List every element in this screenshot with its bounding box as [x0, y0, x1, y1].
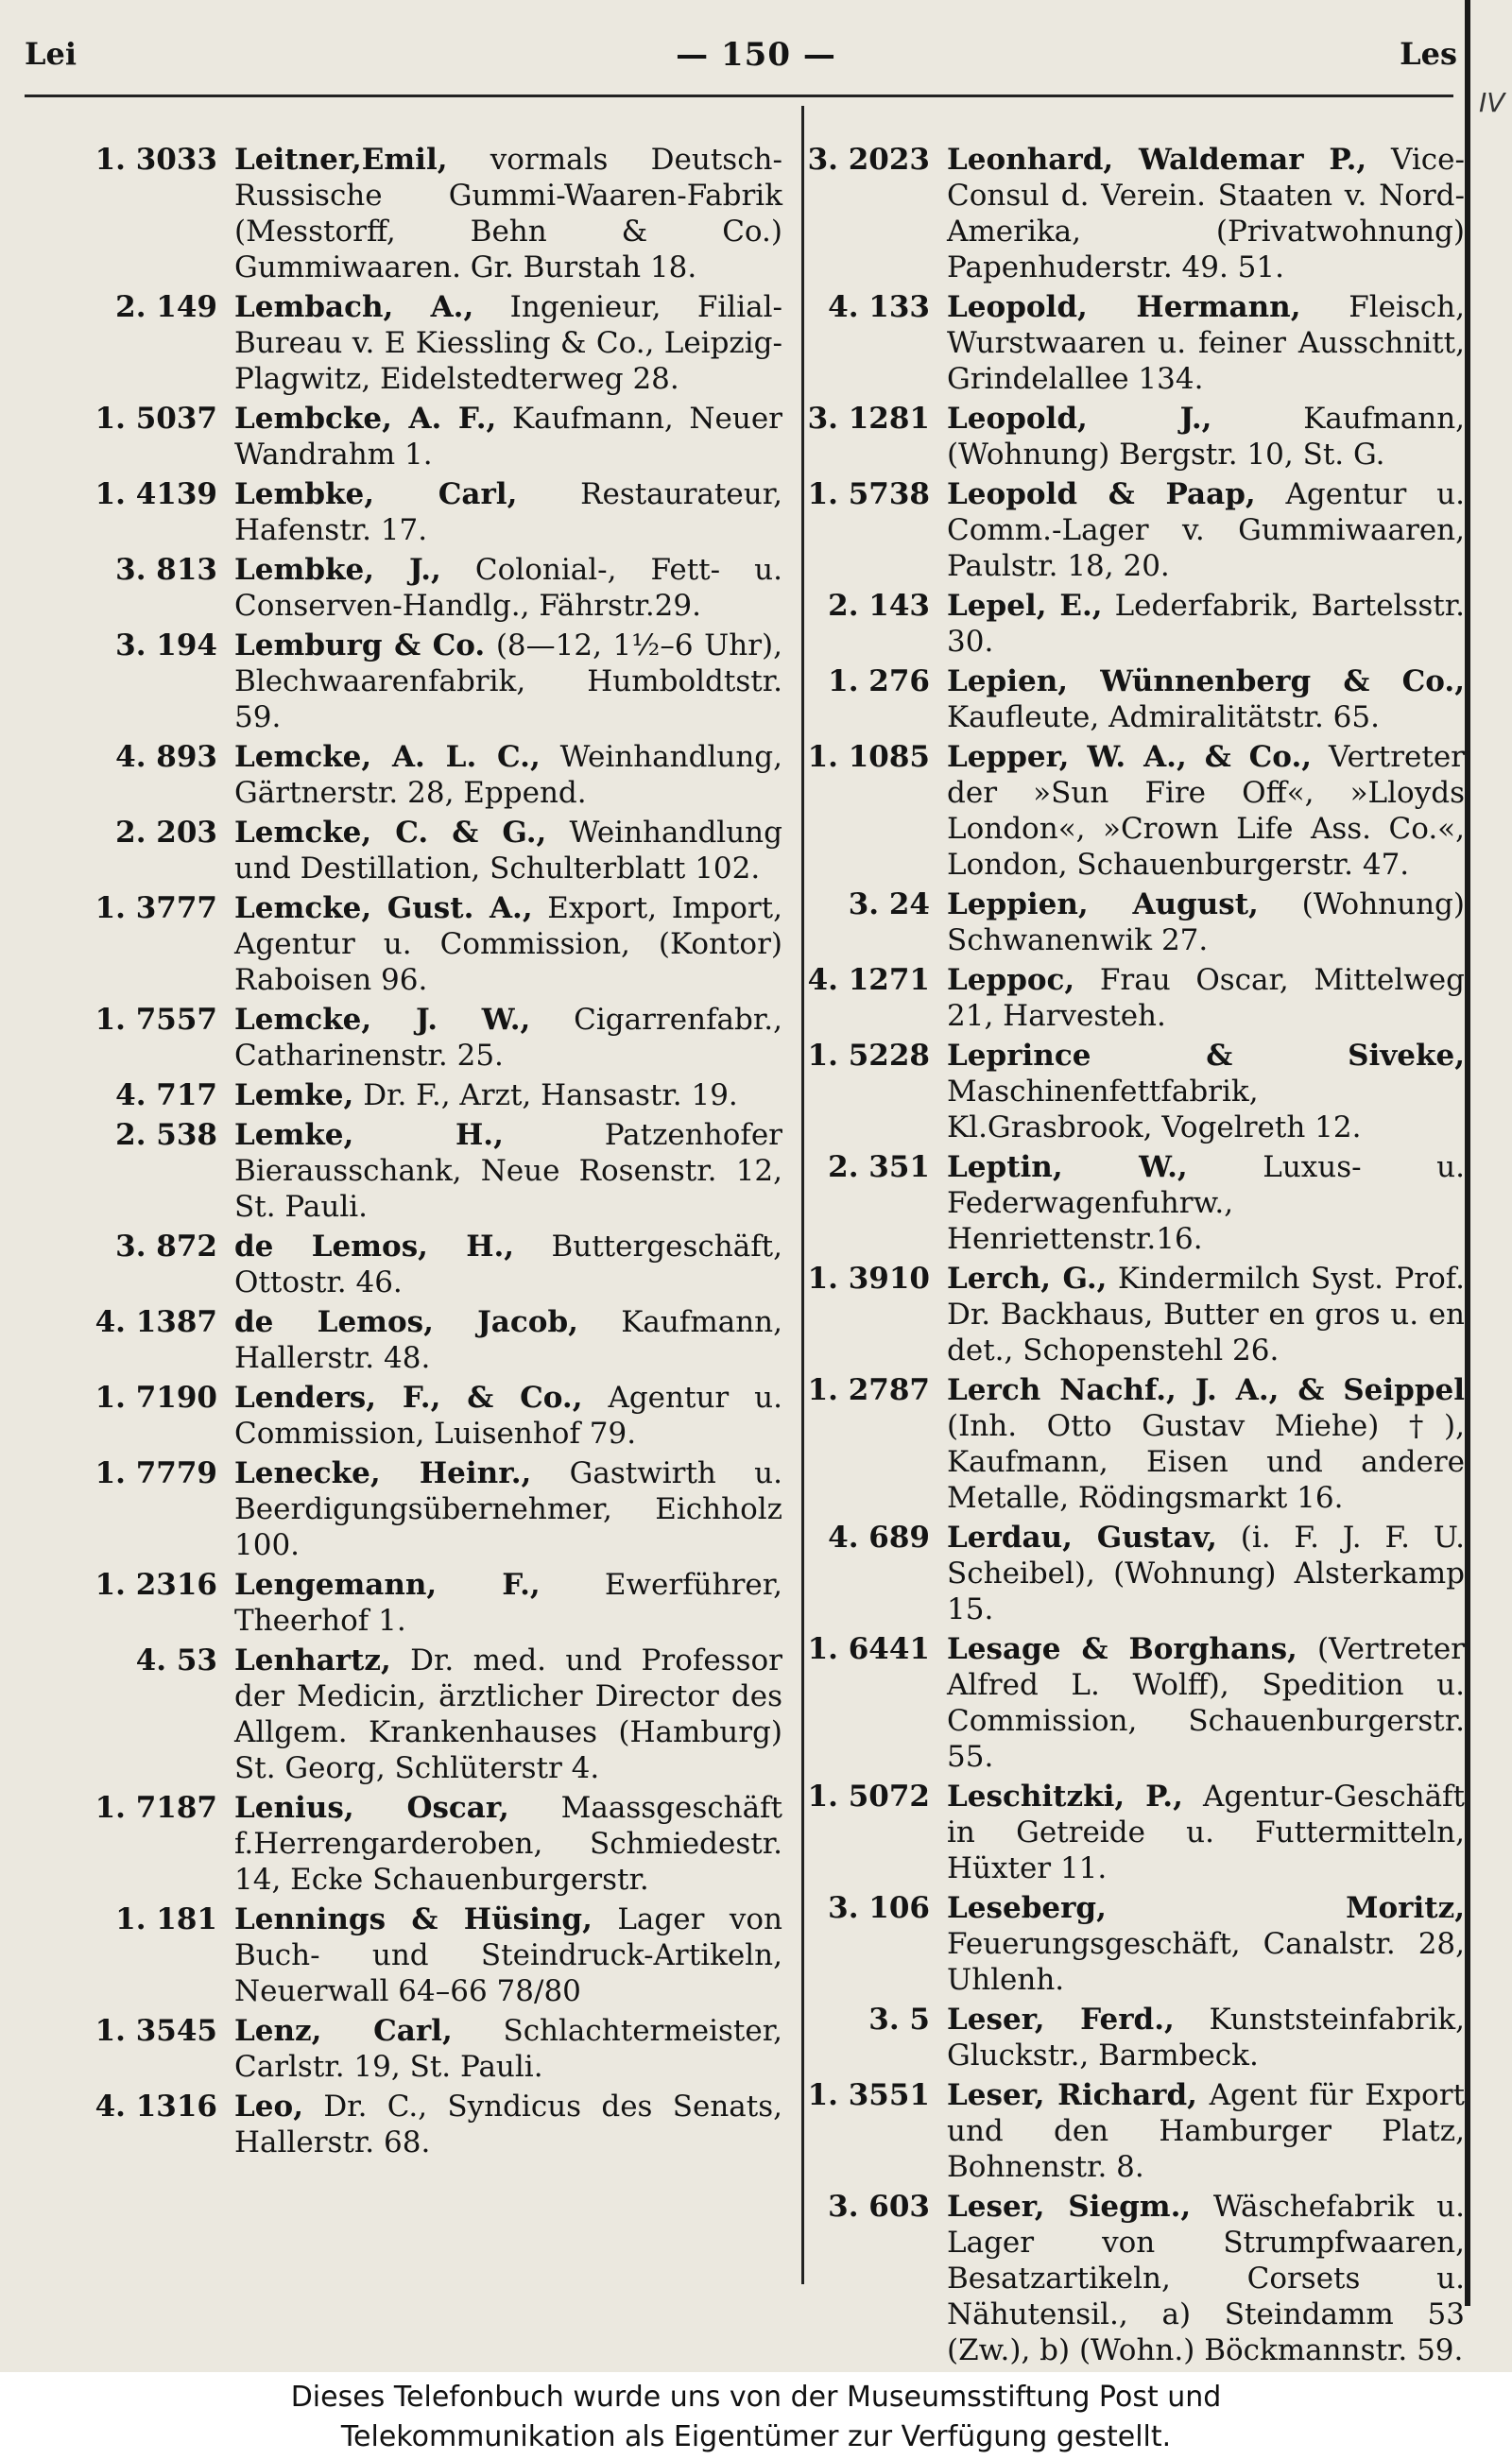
entry-description: Frau Oscar, Mittelweg 21, Harvesteh. — [947, 963, 1465, 1033]
phone-number: 3. 5 — [868, 2003, 930, 2037]
entry-name: Leopold, Hermann, — [947, 290, 1301, 324]
phone-number: 1. 5228 — [807, 1039, 930, 1073]
phone-number: 1. 181 — [115, 1902, 217, 1936]
entry-description: Kindermilch Syst. Prof. Dr. Backhaus, Butter en gros u. en det., Schopenstehl 26. — [947, 1262, 1466, 1368]
entry-name: Lenecke, Heinr., — [234, 1456, 532, 1490]
entry-text — [947, 588, 1465, 660]
footer-line-1: Dieses Telefonbuch wurde uns von der Museumsstiftung Post und — [290, 2381, 1222, 2414]
entry-text — [947, 663, 1465, 735]
directory-entry — [777, 476, 1465, 584]
directory-entry — [777, 1779, 1465, 1886]
directory-entry — [64, 142, 782, 285]
entry-text — [947, 1631, 1465, 1775]
directory-entry — [64, 1380, 782, 1452]
directory-entry — [64, 476, 782, 548]
entry-description: Kaufleute, Admiralitätstr. 65. — [947, 700, 1380, 734]
entry-text — [947, 1779, 1465, 1886]
entry-text — [947, 739, 1465, 883]
entry-name: Leppien, August, — [947, 887, 1259, 921]
directory-entry — [777, 401, 1465, 473]
directory-entry — [64, 815, 782, 886]
phone-number: 3. 106 — [828, 1891, 930, 1925]
entry-text — [947, 962, 1465, 1034]
directory-entry — [777, 1631, 1465, 1775]
phone-number: 1. 6441 — [807, 1632, 930, 1666]
entry-name: Lengemann, F., — [234, 1568, 541, 1602]
entry-description: Dr. med. und Professor der Medicin, ärztlicher Director des Allgem. Krankenhauses (Hamburg) St. Georg, Schlüterstr 4. — [234, 1643, 783, 1785]
entry-text — [234, 628, 782, 735]
entry-text — [947, 2189, 1465, 2368]
entry-text — [947, 1261, 1465, 1368]
entry-description: Maschinenfettfabrik, Kl.Grasbrook, Vogelreth 12. — [947, 1075, 1362, 1144]
entry-name: Lepien, Wünnenberg & Co., — [947, 664, 1465, 698]
directory-entry — [64, 401, 782, 473]
entry-name: Lenders, F., & Co., — [234, 1381, 583, 1415]
entry-name: Leschitzki, P., — [947, 1780, 1183, 1814]
entry-description: Gastwirth u. Beerdigungsübernehmer, Eichholz 100. — [234, 1456, 782, 1562]
directory-entry — [777, 588, 1465, 660]
entry-name: Lepel, E., — [947, 589, 1103, 623]
entry-text — [234, 1117, 782, 1225]
entry-name: Leser, Richard, — [947, 2078, 1197, 2112]
directory-entry — [64, 2013, 782, 2085]
entry-description: vormals Deutsch-Russische Gummi-Waaren-Fabrik (Messtorff, Behn & Co.) Gummiwaaren. Gr. Burstah 18. — [234, 143, 782, 284]
page-edge-rule — [1465, 0, 1470, 2306]
entry-description: Agentur u. Commission, Luisenhof 79. — [234, 1381, 782, 1451]
phone-number: 3. 813 — [115, 553, 217, 587]
entry-description: Agentur-Geschäft in Getreide u. Futtermitteln, Hüxter 11. — [947, 1780, 1465, 1885]
entry-text — [234, 476, 782, 548]
entry-description: Kaufmann, Neuer Wandrahm 1. — [234, 402, 783, 472]
entry-description: (i. F. J. F. U. Scheibel), (Wohnung) Alsterkamp 15. — [947, 1521, 1466, 1626]
right-column — [777, 142, 1465, 2372]
phone-number: 2. 149 — [115, 290, 217, 324]
entry-description: Feuerungsgeschäft, Canalstr. 28, Uhlenh. — [947, 1927, 1465, 1997]
directory-entry — [64, 1901, 782, 2009]
directory-entry — [64, 1304, 782, 1376]
entry-text — [947, 1038, 1465, 1145]
entry-name: Leser, Ferd., — [947, 2003, 1175, 2037]
phone-number: 4. 689 — [828, 1521, 930, 1555]
directory-entry — [64, 739, 782, 811]
phone-number: 1. 2787 — [807, 1373, 930, 1407]
entry-description: (Inh. Otto Gustav Miehe) †), Kaufmann, Eisen und andere Metalle, Rödingsmarkt 16. — [947, 1409, 1465, 1515]
directory-entry — [777, 289, 1465, 397]
entry-name: Lerdau, Gustav, — [947, 1521, 1217, 1555]
entry-description: Weinhandlung und Destillation, Schulterblatt 102. — [234, 816, 782, 886]
entry-name: Lennings & Hüsing, — [234, 1902, 593, 1936]
directory-entry — [777, 886, 1465, 958]
directory-entry — [777, 1149, 1465, 1257]
phone-number: 1. 1085 — [807, 740, 930, 774]
entry-description: Kaufmann, (Wohnung) Bergstr. 10, St. G. — [947, 402, 1466, 472]
directory-entry — [777, 2002, 1465, 2073]
entry-description: Ingenieur, Filial-Bureau v. E Kiessling & Co., Leipzig-Plagwitz, Eidelstedterweg 28. — [234, 290, 782, 396]
entry-text — [234, 2089, 782, 2160]
directory-entry — [64, 1117, 782, 1225]
phone-number: 3. 24 — [848, 887, 930, 921]
entry-text — [234, 1567, 782, 1639]
entry-name: Lembke, J., — [234, 553, 441, 587]
entry-description: Lederfabrik, Bartelsstr. 30. — [947, 589, 1465, 659]
entry-name: Lesage & Borghans, — [947, 1632, 1297, 1666]
directory-entry — [777, 1038, 1465, 1145]
header-left-keyword: Lei — [25, 36, 77, 72]
entry-text — [234, 1380, 782, 1452]
phone-number: 4. 1387 — [94, 1305, 217, 1339]
entry-name: Leser, Siegm., — [947, 2190, 1192, 2224]
phone-number: 1. 7779 — [94, 1456, 217, 1490]
entry-description: Vertreter der »Sun Fire Off«, »Lloyds London«, »Crown Life Ass. Co.«, London, Schauenburgerstr. 47. — [947, 740, 1465, 882]
entry-description: Patzenhofer Bierausschank, Neue Rosenstr. 12, St. Pauli. — [234, 1118, 783, 1224]
entry-description: Fleisch, Wurstwaaren u. feiner Ausschnitt, Grindelallee 134. — [947, 290, 1465, 396]
footer-line-2: Telekommunikation als Eigentümer zur Verfügung gestellt. — [340, 2420, 1172, 2453]
entry-text — [234, 815, 782, 886]
entry-text — [234, 1229, 782, 1300]
entry-text — [234, 739, 782, 811]
entry-description: Ewerführer, Theerhof 1. — [234, 1568, 783, 1638]
phone-number: 1. 7557 — [94, 1003, 217, 1037]
entry-text — [947, 142, 1465, 285]
entry-description: Agent für Export und den Hamburger Platz, Bohnenstr. 8. — [947, 2078, 1465, 2184]
entry-name: Lemburg & Co. — [234, 628, 486, 662]
entry-description: Export, Import, Agentur u. Commission, (Kontor) Raboisen 96. — [234, 891, 782, 997]
entry-description: Dr. C., Syndicus des Senats, Hallerstr. 68. — [234, 2090, 783, 2159]
directory-entry — [777, 1890, 1465, 1998]
phone-number: 1. 3910 — [807, 1262, 930, 1296]
entry-text — [234, 142, 782, 285]
entry-name: Lerch Nachf., J. A., & Seippel — [947, 1373, 1465, 1407]
entry-text — [947, 289, 1465, 397]
entry-name: Lembcke, A. F., — [234, 402, 497, 436]
directory-entry — [777, 1261, 1465, 1368]
entry-name: Lerch, G., — [947, 1262, 1108, 1296]
directory-entry — [64, 628, 782, 735]
phone-number: 4. 133 — [828, 290, 930, 324]
directory-entry — [777, 739, 1465, 883]
directory-entry — [64, 552, 782, 624]
phone-number: 3. 872 — [115, 1230, 217, 1264]
phone-number: 4. 53 — [135, 1643, 217, 1677]
entry-description: (Wohnung) Schwanenwik 27. — [947, 887, 1465, 957]
phone-number: 1. 3777 — [94, 891, 217, 925]
entry-name: Leitner,Emil, — [234, 143, 448, 177]
entry-text — [234, 1304, 782, 1376]
phone-number: 3. 2023 — [807, 143, 930, 177]
entry-name: Lembke, Carl, — [234, 477, 518, 511]
phone-number: 1. 5738 — [807, 477, 930, 511]
entry-text — [947, 886, 1465, 958]
entry-text — [947, 1372, 1465, 1516]
directory-entry — [777, 2077, 1465, 2185]
entry-name: Lemcke, J. W., — [234, 1003, 531, 1037]
page-number: — 150 — — [676, 36, 836, 74]
entry-description: Colonial-, Fett- u. Conserven-Handlg., Fährstr.29. — [234, 553, 782, 623]
directory-entry — [777, 1372, 1465, 1516]
phone-number: 1. 5072 — [807, 1780, 930, 1814]
directory-entry — [64, 289, 782, 397]
entry-name: Leptin, W., — [947, 1150, 1188, 1184]
directory-entry — [64, 1643, 782, 1786]
directory-entry — [64, 1229, 782, 1300]
entry-name: Lemcke, C. & G., — [234, 816, 547, 850]
entry-text — [947, 2002, 1465, 2073]
phone-number: 1. 4139 — [94, 477, 217, 511]
entry-description: Maassgeschäft f.Herrengarderoben, Schmiedestr. 14, Ecke Schauenburgerstr. — [234, 1791, 782, 1897]
entry-description: (Vertreter Alfred L. Wolff), Spedition u. Commission, Schauenburgerstr. 55. — [947, 1632, 1465, 1774]
entry-text — [947, 2077, 1465, 2185]
entry-name: Lemcke, Gust. A., — [234, 891, 533, 925]
phone-number: 1. 276 — [828, 664, 930, 698]
entry-name: Lenz, Carl, — [234, 2014, 453, 2048]
entry-name: Leo, — [234, 2090, 303, 2124]
entry-description: Restaurateur, Hafenstr. 17. — [234, 477, 782, 547]
entry-description: Weinhandlung, Gärtnerstr. 28, Eppend. — [234, 740, 783, 810]
entry-text — [234, 1643, 782, 1786]
entry-description: Wäschefabrik u. Lager von Strumpfwaaren, Besatzartikeln, Corsets u. Nähutensil., a) Steindamm 53 (Zw.), b) (Wohn.) Böckmannstr. 59. — [947, 2190, 1465, 2367]
footer-notice — [0, 2372, 1512, 2460]
header-rule — [25, 95, 1453, 97]
entry-description: Kaufmann, Hallerstr. 48. — [234, 1305, 782, 1375]
directory-entry — [64, 2089, 782, 2160]
phone-number: 1. 7187 — [94, 1791, 217, 1825]
entry-text — [234, 2013, 782, 2085]
phone-number: 3. 194 — [115, 628, 217, 662]
entry-text — [947, 1149, 1465, 1257]
header-right-keyword: Les — [1400, 36, 1457, 72]
entry-text — [234, 1901, 782, 2009]
entry-description: Lager von Buch- und Steindruck-Artikeln, Neuerwall 64–66 78/80 — [234, 1902, 782, 2008]
entry-description: Luxus- u. Federwagenfuhrw., Henriettenstr.16. — [947, 1150, 1465, 1256]
entry-text — [234, 890, 782, 998]
entry-name: Lemke, H., — [234, 1118, 504, 1152]
directory-entry — [777, 962, 1465, 1034]
phone-number: 2. 203 — [115, 816, 217, 850]
phone-number: 1. 3545 — [94, 2014, 217, 2048]
entry-name: Leopold, J., — [947, 402, 1212, 436]
directory-entry — [64, 1002, 782, 1074]
entry-name: Lemke, — [234, 1078, 354, 1112]
phone-number: 1. 5037 — [94, 402, 217, 436]
directory-entry — [777, 663, 1465, 735]
directory-entry — [64, 1790, 782, 1898]
entry-name: Lembach, A., — [234, 290, 474, 324]
left-column — [64, 142, 782, 2164]
entry-description: (8—12, 1½–6 Uhr), Blechwaarenfabrik, Humboldtstr. 59. — [234, 628, 782, 734]
entry-name: Leopold & Paap, — [947, 477, 1256, 511]
phone-number: 2. 538 — [115, 1118, 217, 1152]
entry-description: Vice-Consul d. Verein. Staaten v. Nord-Amerika, (Privatwohnung) Papenhuderstr. 49. 51. — [947, 143, 1465, 284]
entry-name: Leseberg, Moritz, — [947, 1891, 1465, 1925]
phone-number: 1. 7190 — [94, 1381, 217, 1415]
entry-text — [234, 401, 782, 473]
entry-name: Leprince & Siveke, — [947, 1039, 1465, 1073]
phone-number: 2. 351 — [828, 1150, 930, 1184]
entry-text — [234, 289, 782, 397]
entry-name: de Lemos, Jacob, — [234, 1305, 578, 1339]
entry-text — [947, 1890, 1465, 1998]
entry-description: Kunststeinfabrik, Gluckstr., Barmbeck. — [947, 2003, 1465, 2073]
phone-number: 3. 1281 — [807, 402, 930, 436]
entry-description: Buttergeschäft, Ottostr. 46. — [234, 1230, 782, 1299]
entry-text — [947, 476, 1465, 584]
phone-number: 2. 143 — [828, 589, 930, 623]
entry-text — [947, 401, 1465, 473]
entry-name: Lenhartz, — [234, 1643, 391, 1677]
phone-number: 4. 893 — [115, 740, 217, 774]
directory-entry — [777, 142, 1465, 285]
entry-text — [947, 1520, 1465, 1627]
margin-annotation: IV — [1479, 87, 1505, 118]
entry-name: Leppoc, — [947, 963, 1075, 997]
entry-name: Lenius, Oscar, — [234, 1791, 509, 1825]
entry-text — [234, 1790, 782, 1898]
entry-name: Lepper, W. A., & Co., — [947, 740, 1313, 774]
entry-description: Cigarrenfabr., Catharinenstr. 25. — [234, 1003, 782, 1073]
directory-entry — [64, 1455, 782, 1563]
directory-entry — [64, 1077, 782, 1113]
phone-number: 3. 603 — [828, 2190, 930, 2224]
directory-entry — [64, 890, 782, 998]
directory-entry — [64, 1567, 782, 1639]
entry-description: Agentur u. Comm.-Lager v. Gummiwaaren, Paulstr. 18, 20. — [947, 477, 1465, 583]
phone-number: 1. 3551 — [807, 2078, 930, 2112]
phone-number: 4. 1316 — [94, 2090, 217, 2124]
phone-number: 1. 2316 — [94, 1568, 217, 1602]
entry-description: Schlachtermeister, Carlstr. 19, St. Pauli. — [234, 2014, 782, 2084]
directory-entry — [777, 2189, 1465, 2368]
entry-text — [234, 1455, 782, 1563]
directory-entry — [777, 1520, 1465, 1627]
phone-number: 4. 1271 — [807, 963, 930, 997]
entry-text — [234, 552, 782, 624]
phone-number: 1. 3033 — [94, 143, 217, 177]
entry-name: de Lemos, H., — [234, 1230, 515, 1264]
entry-name: Leonhard, Waldemar P., — [947, 143, 1367, 177]
entry-text — [234, 1077, 782, 1113]
entry-name: Lemcke, A. L. C., — [234, 740, 541, 774]
phone-number: 4. 717 — [115, 1078, 217, 1112]
entry-description: Dr. F., Arzt, Hansastr. 19. — [363, 1078, 738, 1112]
entry-text — [234, 1002, 782, 1074]
